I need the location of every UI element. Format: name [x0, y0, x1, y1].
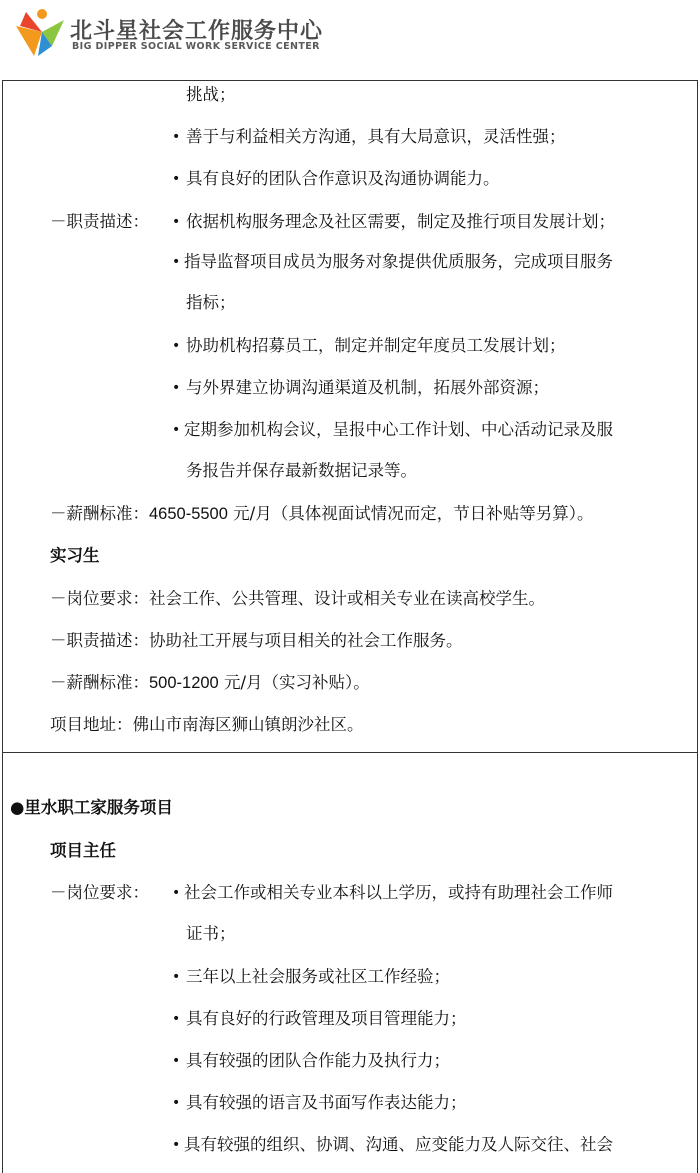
salary-rest: 元/月（具体视面试情况而定，节日补贴等另算）。 [227, 504, 594, 523]
list-item: 具有良好的团队合作意识及沟通协调能力。 [186, 169, 500, 188]
role-title: 项目主任 [50, 841, 116, 860]
intern-requirement: －岗位要求：社会工作、公共管理、设计或相关专业在读高校学生。 [50, 589, 545, 608]
intern-salary-label: －薪酬标准： [50, 673, 149, 692]
list-item: 三年以上社会服务或社区工作经验； [186, 967, 450, 986]
bullet-icon: • [172, 214, 181, 230]
bullet-icon: • [172, 422, 181, 438]
big-dipper-logo-icon [12, 6, 68, 58]
project-address: 项目地址：佛山市南海区狮山镇朗沙社区。 [50, 715, 364, 734]
salary-label: －薪酬标准： [50, 504, 149, 523]
list-item: 善于与利益相关方沟通，具有大局意识，灵活性强； [186, 127, 566, 146]
bullet-icon: • [172, 338, 181, 354]
list-item: 务报告并保存最新数据记录等。 [186, 461, 417, 480]
bullet-icon: • [172, 1137, 181, 1153]
org-name-cn: 北斗星社会工作服务中心 [70, 19, 324, 44]
page-header [0, 0, 700, 78]
bullet-icon: • [172, 1053, 181, 1069]
intern-duty: －职责描述：协助社工开展与项目相关的社会工作服务。 [50, 631, 463, 650]
list-item: 指标； [186, 293, 236, 312]
salary-value: 4650-5500 [149, 505, 228, 523]
list-item: 定期参加机构会议，呈报中心工作计划、中心活动记录及服 [184, 420, 613, 439]
list-item: 协助机构招募员工，制定并制定年度员工发展计划； [186, 336, 566, 355]
list-item: 社会工作或相关专业本科以上学历，或持有助理社会工作师 [184, 883, 613, 902]
duty-label: －职责描述： [50, 212, 149, 231]
list-item: 具有较强的语言及书面写作表达能力； [186, 1093, 467, 1112]
salary-line [50, 503, 593, 525]
org-name-en: BIG DIPPER SOCIAL WORK SERVICE CENTER [72, 41, 320, 52]
bullet-icon: • [172, 1011, 181, 1027]
project-title: ●里水职工家服务项目 [10, 798, 173, 817]
bullet-icon: • [172, 885, 181, 901]
list-item: 具有较强的组织、协调、沟通、应变能力及人际交往、社会 [184, 1135, 613, 1154]
intern-salary-rest: 元/月（实习补贴）。 [218, 673, 370, 692]
list-item: 挑战； [186, 85, 236, 104]
bullet-icon: • [172, 254, 181, 270]
list-item: 具有较强的团队合作能力及执行力； [186, 1051, 450, 1070]
bullet-icon: • [172, 969, 181, 985]
bullet-icon: • [172, 171, 181, 187]
list-item: 具有良好的行政管理及项目管理能力； [186, 1009, 467, 1028]
bullet-icon: • [172, 1095, 181, 1111]
list-item: 依据机构服务理念及社区需要，制定及推行项目发展计划； [186, 212, 615, 231]
bullet-icon: • [172, 129, 181, 145]
bullet-icon: • [172, 380, 181, 396]
intern-salary-line [50, 672, 370, 694]
intern-salary-value: 500-1200 [149, 674, 219, 692]
list-item: 指导监督项目成员为服务对象提供优质服务，完成项目服务 [184, 252, 613, 271]
list-item: 证书； [186, 924, 236, 943]
list-item: 与外界建立协调沟通渠道及机制，拓展外部资源； [186, 378, 549, 397]
requirement-label: －岗位要求： [50, 883, 149, 902]
intern-title: 实习生 [50, 546, 100, 565]
